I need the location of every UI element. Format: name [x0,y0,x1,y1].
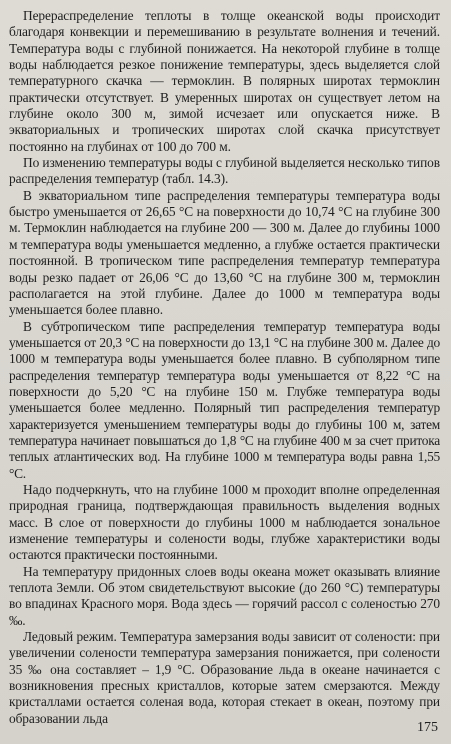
paragraph-4: В субтропическом типе распределения температур температура воды уменьшается от 20,3 °С на поверхности до 13,1 °С на глубине 300 м. Далее до 1000 м температура воды уменьшается более плавно. В субполярном типе распределения температур температура воды уменьшается от 8,22 °С на поверхности до 5,20 °С на глубине 150 м. Глубже температура воды уменьшается более медленно. Полярный тип распределения температур характеризуется уменьшением температуры воды до глубины 100 м, затем температура начинает повышаться до 1,8 °С на глубине 400 м за счет притока теплых атлантических вод. На глубине 1000 м температура воды равна 1,55 °С. [9,318,440,481]
paragraph-5: Надо подчеркнуть, что на глубине 1000 м проходит вполне определенная природная граница, подтверждающая правильность выделения водных масс. В слое от поверхности до глубины 1000 м наблюдается зональное изменение температуры и солености воды, глубже характеристики воды остаются практически постоянными. [9,481,440,563]
paragraph-3: В экваториальном типе распределения температуры температура воды быстро уменьшается от 26,65 °С на поверхности до 10,74 °С на глубине 300 м. Термоклин наблюдается на глубине 200 — 300 м. Далее до глубины 1000 м температура воды уменьшается медленно, а глубже остается практически постоянной. В тропическом типе распределения температур температура воды резко падает от 26,06 °С до 13,60 °С на глубине 300 м, термоклин располагается на этой глубине. Далее до 1000 м температура воды уменьшается более плавно. [9,187,440,318]
paragraph-7: Ледовый режим. Температура замерзания воды зависит от солености: при увеличении солености температура замерзания понижается, при солености 35 ‰ она составляет – 1,9 °С. Образование льда в океане начинается с возникновения пресных кристаллов, которые затем смерзаются. Между кристаллами остается соленая вода, которая стекает в океан, поэтому при образовании льда [9,629,440,726]
paragraph-6: На температуру придонных слоев воды океана может оказывать влияние теплота Земли. Об этом свидетельствуют высокие (до 260 °С) температуры во впадинах Красного моря. Вода здесь — горячий рассол с соленостью 270 ‰. [9,563,440,628]
page-content [9,8,440,727]
paragraph-1: Перераспределение теплоты в толще океанской воды происходит благодаря конвекции и перемешиванию в результате волнения и течений. Температура воды с глубиной понижается. На некоторой глубине в толще воды наблюдается резкое понижение температуры, здесь выделяется слой температурного скачка — термоклин. В полярных широтах термоклин практически отсутствует. В умеренных широтах он существует летом на глубине около 300 м, зимой исчезает или опускается ниже. В экваториальных и тропических широтах слой скачка присутствует постоянно на глубинах от 100 до 700 м. [9,8,440,154]
page-number: 175 [417,720,438,735]
paragraph-2: По изменению температуры воды с глубиной выделяется несколько типов распределения температур (табл. 14.3). [9,155,440,187]
